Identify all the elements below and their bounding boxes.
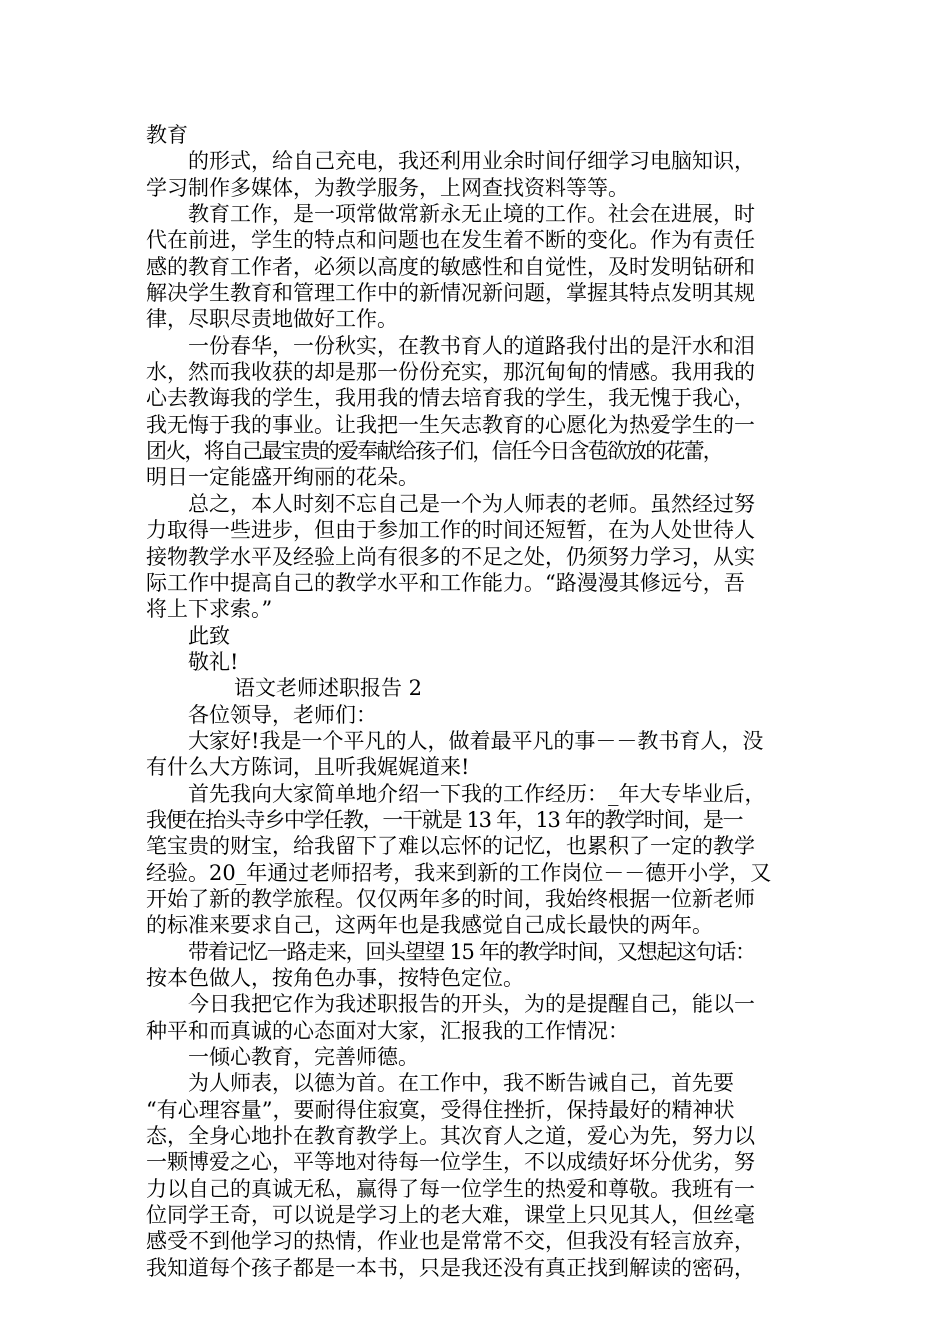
text-line: “有心理容量”，要耐得住寂寞，受得住挫折，保持最好的精神状: [146, 1097, 735, 1122]
text-line: 今日我把它作为我述职报告的开头，为的是提醒自己，能以一: [188, 992, 755, 1017]
text-line: 水，然而我收获的却是那一份份充实，那沉甸甸的情感。我用我的: [146, 360, 755, 385]
text-line: 首先我向大家简单地介绍一下我的工作经历：_年大专毕业后，: [188, 781, 766, 806]
text-line: 教育: [146, 123, 188, 147]
text-line: 力取得一些进步，但由于参加工作的时间还短暂，在为人处世待人: [146, 518, 755, 543]
text-line: 大家好!我是一个平凡的人，做着最平凡的事－－教书育人，没: [188, 728, 764, 753]
text-line: 代在前进，学生的特点和问题也在发生着不断的变化。作为有责任: [146, 228, 755, 253]
text-line: 学习制作多媒体，为教学服务，上网查找资料等等。: [146, 175, 629, 200]
text-line: 笔宝贵的财宝，给我留下了难以忘怀的记忆，也累积了一定的教学: [146, 834, 755, 859]
text-line: 带着记忆一路走来，回头望望 15 年的教学时间，又想起这句话：: [188, 939, 755, 964]
subheading-line: 一倾心教育，完善师德。: [188, 1045, 419, 1070]
text-line: 我无悔于我的事业。让我把一生矢志教育的心愿化为热爱学生的一: [146, 412, 755, 437]
text-line: 感的教育工作者，必须以高度的敏感性和自觉性，及时发明钻研和: [146, 254, 755, 279]
text-line: 的形式，给自己充电，我还利用业余时间仔细学习电脑知识，: [188, 149, 755, 174]
document-page: [146, 122, 832, 1281]
text-line: 种平和而真诚的心态面对大家，汇报我的工作情况：: [146, 1018, 629, 1043]
text-line: 团火，将自己最宝贵的爱奉献给孩子们，信任今日含苞欲放的花蕾，: [146, 439, 722, 464]
salutation-line: 各位领导，老师们：: [188, 702, 377, 727]
text-line: 有什么大方陈词，且听我娓娓道来!: [146, 755, 470, 780]
text-line: 明日一定能盛开绚丽的花朵。: [146, 465, 419, 490]
text-line: 接物教学水平及经验上尚有很多的不足之处，仍须努力学习，从实: [146, 544, 755, 569]
text-line: 经验。20_年通过老师招考，我来到新的工作岗位－－德开小学，又: [146, 860, 772, 885]
text-line: 解决学生教育和管理工作中的新情况新问题，掌握其特点发明其规: [146, 281, 755, 306]
text-line: 我知道每个孩子都是一本书，只是我还没有真正找到解读的密码，: [146, 1255, 755, 1280]
text-line: 总之，本人时刻不忘自己是一个为人师表的老师。虽然经过努: [188, 491, 755, 516]
text-line: 律，尽职尽责地做好工作。: [146, 307, 398, 332]
text-line: 我便在抬头寺乡中学任教，一干就是 13 年，13 年的教学时间，是一: [146, 807, 743, 832]
text-line: 际工作中提高自己的教学水平和工作能力。“路漫漫其修远兮，吾: [146, 570, 745, 595]
text-line: 的标准来要求自己，这两年也是我感觉自己成长最快的两年。: [146, 913, 713, 938]
text-line: 感受不到他学习的热情，作业也是常常不交，但我没有轻言放弃，: [146, 1229, 755, 1254]
text-line: 力以自己的真诚无私，赢得了每一位学生的热爱和尊敬。我班有一: [146, 1176, 755, 1201]
text-line: 心去教诲我的学生，我用我的情去培育我的学生，我无愧于我心，: [146, 386, 755, 411]
text-line: 一份春华，一份秋实，在教书育人的道路我付出的是汗水和泪: [188, 333, 755, 358]
text-line: 开始了新的教学旅程。仅仅两年多的时间，我始终根据一位新老师: [146, 886, 755, 911]
closing-line: 此致: [188, 623, 230, 648]
text-line: 按本色做人，按角色办事，按特色定位。: [146, 966, 524, 990]
text-line: 态，全身心地扑在教育教学上。其次育人之道，爱心为先，努力以: [146, 1124, 755, 1149]
section-title: 语文老师述职报告 2: [234, 676, 423, 701]
text-line: 教育工作，是一项常做常新永无止境的工作。社会在进展，时: [188, 202, 755, 227]
closing-line: 敬礼!: [188, 649, 239, 674]
text-line: 为人师表，以德为首。在工作中，我不断告诫自己，首先要: [188, 1071, 734, 1096]
text-line: 将上下求索。”: [146, 597, 273, 622]
text-line: 一颗博爱之心，平等地对待每一位学生，不以成绩好坏分优劣，努: [146, 1150, 755, 1175]
text-line: 位同学王奇，可以说是学习上的老大难，课堂上只见其人，但丝毫: [146, 1203, 755, 1228]
